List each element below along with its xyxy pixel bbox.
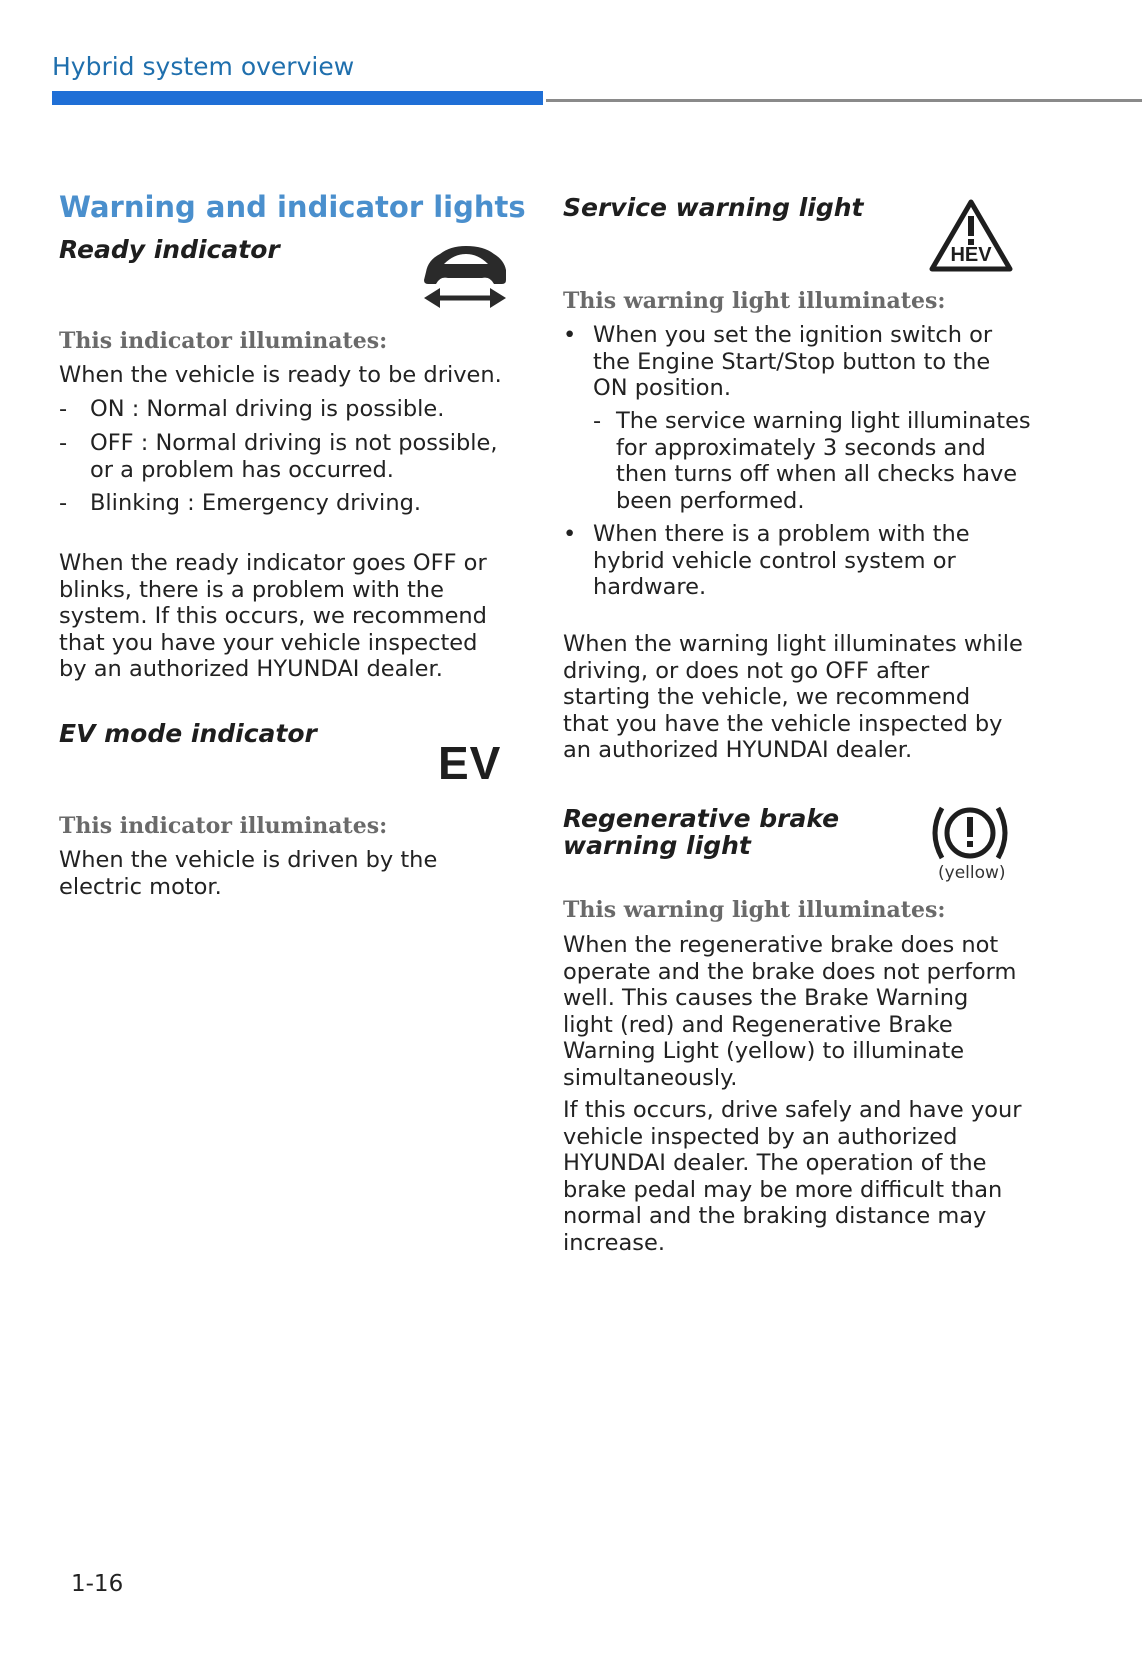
ready-item-on: ON : Normal driving is possible. [90,396,445,422]
ready-item-blinking: Blinking : Emergency driving. [90,490,422,516]
dash-marker: - [59,490,68,516]
ev-illuminates-heading: This indicator illuminates: [59,813,388,839]
regen-paragraph-2: If this occurs, drive safely and have your vehicle inspected by an authorized HYUNDAI dealer. The operation of the brake pedal may be more difficult than normal and the braking distance may increase. [563,1097,1022,1256]
service-bullet-problem: When there is a problem with the hybrid vehicle control system or hardware. [593,521,970,600]
regen-brake-warning-icon [928,800,1012,866]
ev-mode-title: EV mode indicator [59,719,317,748]
header-divider [546,99,1142,102]
ev-icon: EV [438,737,502,789]
regen-illuminates-heading: This warning light illuminates: [563,897,946,923]
dash-marker: - [59,396,68,422]
bullet-marker: • [563,521,577,547]
ev-text: When the vehicle is driven by the electric motor. [59,847,438,900]
service-note: When the warning light illuminates while driving, or does not go OFF after starting the vehicle, we recommend that you have the vehicle inspected by an authorized HYUNDAI dealer. [563,631,1023,763]
header-accent-bar [52,91,543,105]
dash-marker: - [59,430,68,456]
page-number: 1-16 [71,1571,124,1597]
dash-marker: - [593,408,602,434]
bullet-marker: • [563,322,577,348]
regen-icon-caption: (yellow) [938,863,1006,883]
ready-illuminates-heading: This indicator illuminates: [59,328,388,354]
service-illuminates-heading: This warning light illuminates: [563,288,946,314]
service-bullet-ignition: When you set the ignition switch or the Engine Start/Stop button to the ON position. [593,322,993,401]
ready-car-icon [420,242,510,310]
ready-item-off: OFF : Normal driving is not possible, or a problem has occurred. [90,430,498,483]
ready-intro: When the vehicle is ready to be driven. [59,362,502,388]
ready-indicator-title: Ready indicator [59,235,280,264]
service-sub-item: The service warning light illuminates for approximately 3 seconds and then turns off when all checks have been performed. [616,408,1031,514]
ready-note: When the ready indicator goes OFF or blinks, there is a problem with the system. If this occurs, we recommend that you have your vehicle inspected by an authorized HYUNDAI dealer. [59,550,487,682]
section-title: Warning and indicator lights [59,190,526,224]
regen-brake-title: Regenerative brake warning light [563,804,840,860]
hev-warning-icon [928,198,1014,273]
service-warning-title: Service warning light [563,193,864,222]
page-header-title: Hybrid system overview [52,52,355,81]
regen-paragraph-1: When the regenerative brake does not operate and the brake does not perform well. This causes the Brake Warning light (red) and Regenerative Brake Warning Light (yellow) to illuminate simultaneously. [563,932,1017,1091]
hev-icon-label: HEV [950,244,992,266]
